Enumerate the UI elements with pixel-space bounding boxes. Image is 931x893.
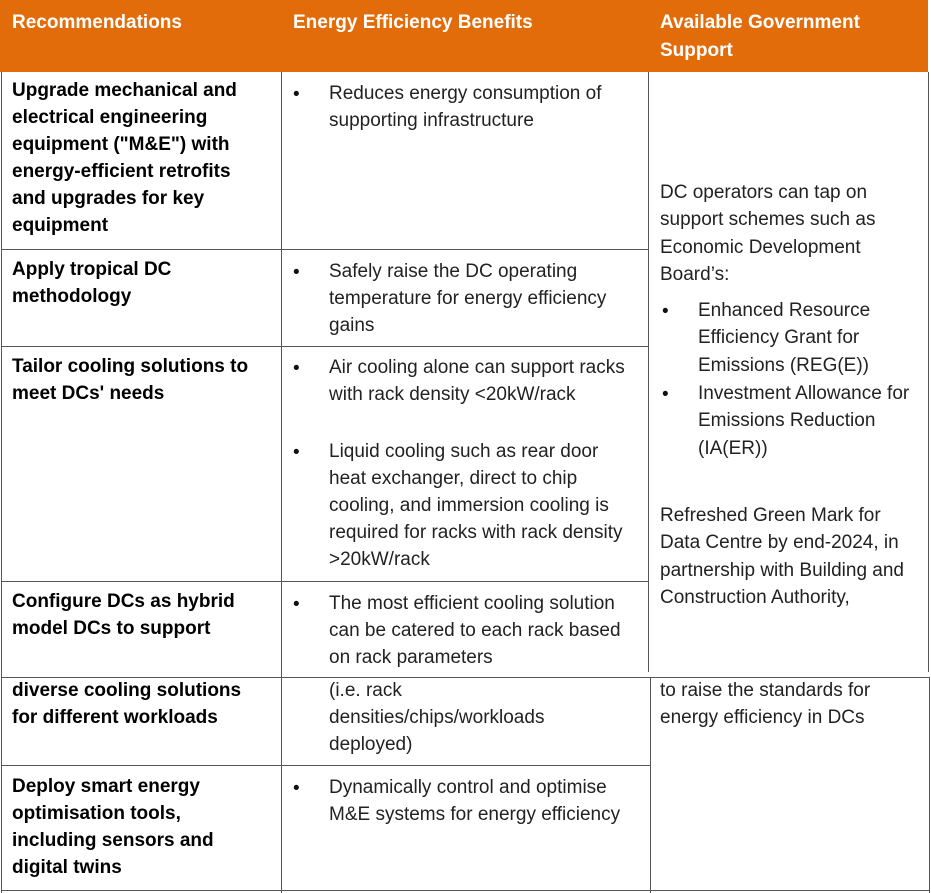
grid-line (1, 890, 929, 891)
recommendation-cell: Deploy smart energy optimisation tools, including sensors and digital twins (12, 776, 214, 878)
grid-line (1, 581, 648, 582)
green-mark-text: Refreshed Green Mark for Data Centre by end-2024, in partnership with Building and Construction Authority, (660, 505, 904, 608)
bullet: • (293, 262, 300, 283)
benefit-item: Air cooling alone can support racks with rack density <20kW/rack (329, 357, 625, 405)
scheme-item: Investment Allowance for Emissions Reduction (IA(ER)) (698, 383, 910, 459)
header-recommendations: Recommendations (0, 0, 281, 72)
grid-line (1, 765, 650, 766)
scheme-item: Enhanced Resource Efficiency Grant for Emissions (REG(E)) (698, 300, 871, 376)
benefit-item: Reduces energy consumption of supporting infrastructure (329, 83, 602, 131)
bullet: • (293, 594, 300, 615)
benefit-item-continued: (i.e. rack densities/chips/workloads deployed) (329, 680, 545, 755)
recommendation-cell: Upgrade mechanical and electrical engineering equipment ("M&E") with energy-efficient retrofits and upgrades for key equipment (12, 80, 237, 236)
benefit-item: The most efficient cooling solution can be catered to each rack based on rack parameters (329, 593, 621, 668)
bullet: • (293, 778, 300, 799)
bullet: • (293, 442, 300, 463)
grid-line (648, 72, 649, 672)
header-government-support: Available Government Support (648, 0, 928, 72)
grid-line (1, 249, 648, 250)
grid-line (929, 677, 930, 893)
grid-line (650, 677, 651, 893)
bullet: • (662, 301, 669, 322)
government-intro: DC operators can tap on support schemes such as Economic Development Board’s: (660, 182, 876, 285)
recommendation-cell: Apply tropical DC methodology (12, 259, 172, 307)
benefit-item: Dynamically control and optimise M&E systems for energy efficiency (329, 777, 621, 825)
bullet: • (293, 358, 300, 379)
header-benefits: Energy Efficiency Benefits (281, 0, 648, 72)
recommendation-cell: Configure DCs as hybrid model DCs to support (12, 591, 235, 639)
bullet: • (293, 84, 300, 105)
grid-line (281, 72, 282, 893)
recommendation-cell: Tailor cooling solutions to meet DCs' needs (12, 356, 249, 404)
grid-line (1, 346, 648, 347)
grid-line (928, 72, 929, 672)
benefit-item: Liquid cooling such as rear door heat exchanger, direct to chip cooling, and immersion cooling is required for racks with rack density >20kW/rack (329, 441, 623, 570)
recommendation-cell-continued: diverse cooling solutions for different workloads (12, 680, 242, 728)
benefit-item: Safely raise the DC operating temperature for energy efficiency gains (329, 261, 607, 336)
bullet: • (662, 384, 669, 405)
green-mark-text-continued: to raise the standards for energy efficiency in DCs (660, 680, 871, 729)
